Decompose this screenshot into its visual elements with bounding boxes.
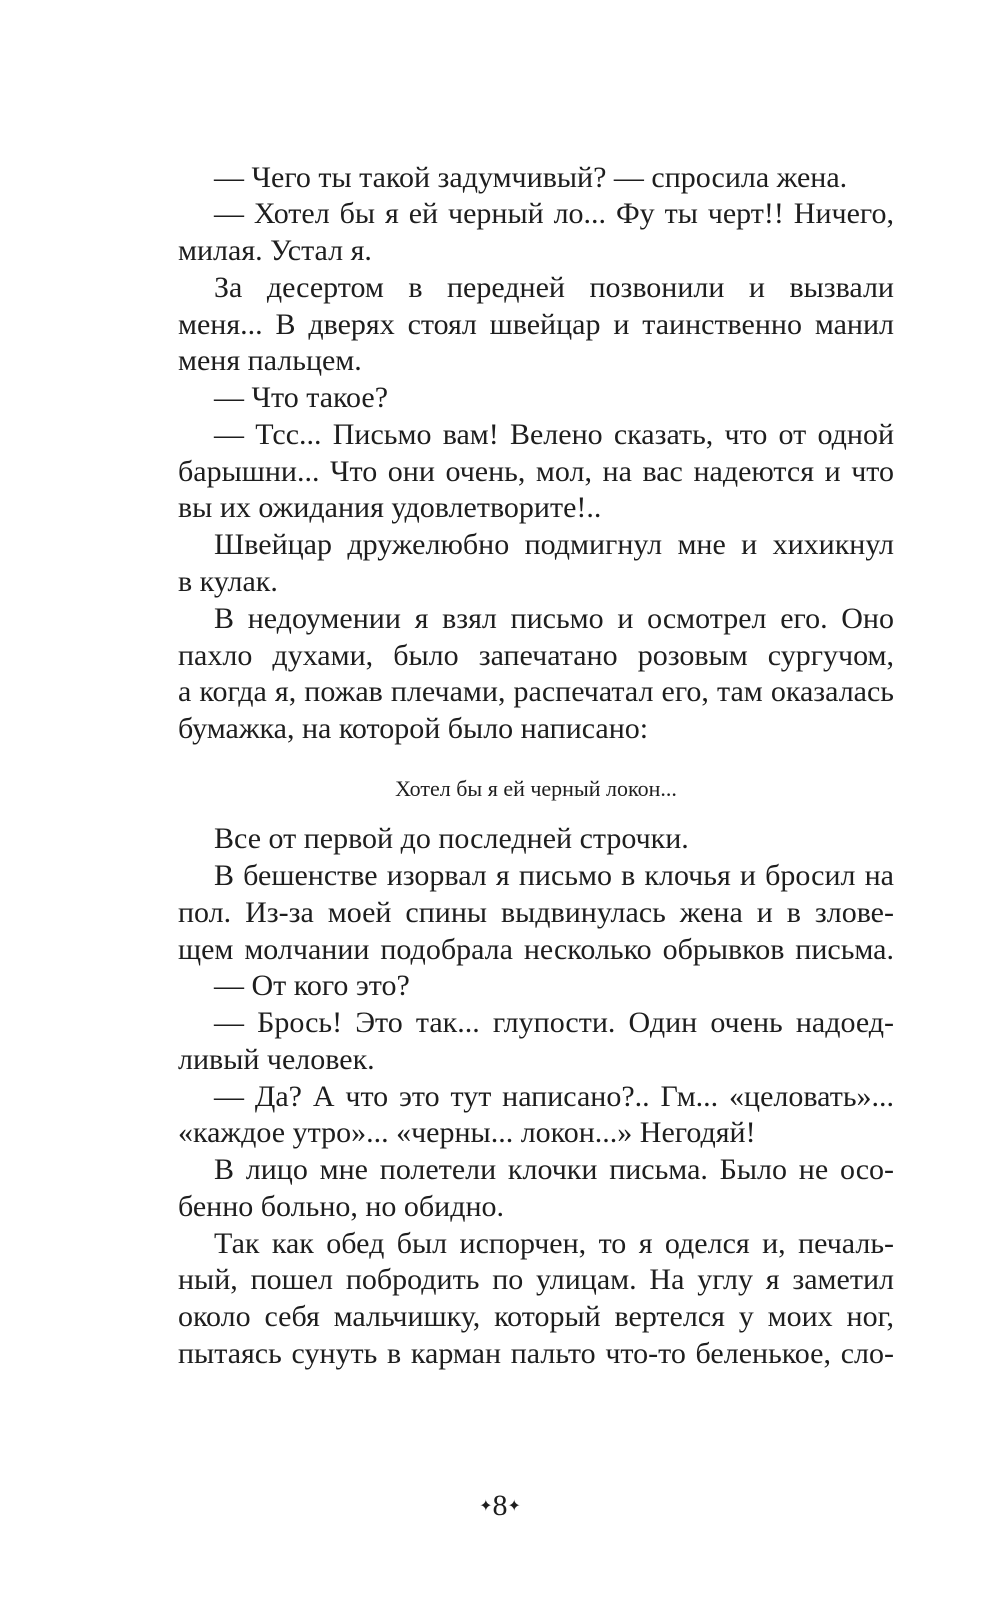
text-line: За десертом в передней позвонили и вызвали [214,271,894,304]
text-line: в кулак. [178,565,278,598]
text-line: Так как обед был испорчен, то я оделся и, печаль- [214,1227,894,1260]
text-line: пол. Из-за моей спины выдвинулась жена и в злове- [178,896,894,929]
verse-quote: Хотел бы я ей черный локон... [395,776,677,801]
text-line: а когда я, пожав плечами, распечатал его, там оказалась [178,675,894,708]
text-line: пытаясь сунуть в карман пальто что-то беленькое, сло- [178,1337,894,1370]
text-line: Все от первой до последней строчки. [214,822,689,855]
text-line: — Тсс... Письмо вам! Велено сказать, что от одной [214,418,894,451]
text-line: В недоумении я взял письмо и осмотрел его. Оно [214,602,894,635]
text-line: щем молчании подобрала несколько обрывков письма. [178,933,894,966]
text-line: бенно больно, но обидно. [178,1190,505,1223]
page-number-value: 8 [492,1489,508,1522]
text-line: В лицо мне полетели клочки письма. Было не осо- [214,1153,894,1186]
text-line: В бешенстве изорвал я письмо в клочья и бросил на [214,859,894,892]
text-line: ливый человек. [178,1043,375,1076]
text-line: пахло духами, было запечатано розовым сургучом, [178,639,894,672]
text-line: барышни... Что они очень, мол, на вас надеются и что [178,455,894,488]
text-line: — От кого это? [214,969,410,1002]
ornament-left-icon: ✦ [479,1498,493,1515]
text-line: «каждое утро»... «черны... локон...» Негодяй! [178,1116,756,1149]
text-line: меня пальцем. [178,344,362,377]
text-line: меня... В дверях стоял швейцар и таинственно манил [178,308,894,341]
text-line: около себя мальчишку, который вертелся у моих ног, [178,1300,894,1333]
page-number [0,1488,1000,1525]
text-line: ный, пошел побродить по улицам. На углу я заметил [178,1263,894,1296]
text-line: Швейцар дружелюбно подмигнул мне и хихикнул [214,528,894,561]
text-line: — Что такое? [214,381,389,414]
text-line: — Чего ты такой задумчивый? — спросила жена. [214,161,848,194]
text-line: милая. Устал я. [178,234,372,267]
text-line: вы их ожидания удовлетворите!.. [178,491,602,524]
ornament-right-icon: ✦ [507,1498,521,1515]
text-line: — Хотел бы я ей черный ло... Фу ты черт!! Ничего, [214,197,894,230]
text-line: — Брось! Это так... глупости. Один очень надоед- [214,1006,894,1039]
text-line: бумажка, на которой было написано: [178,712,649,745]
text-line: — Да? А что это тут написано?.. Гм... «целовать»... [214,1080,894,1113]
